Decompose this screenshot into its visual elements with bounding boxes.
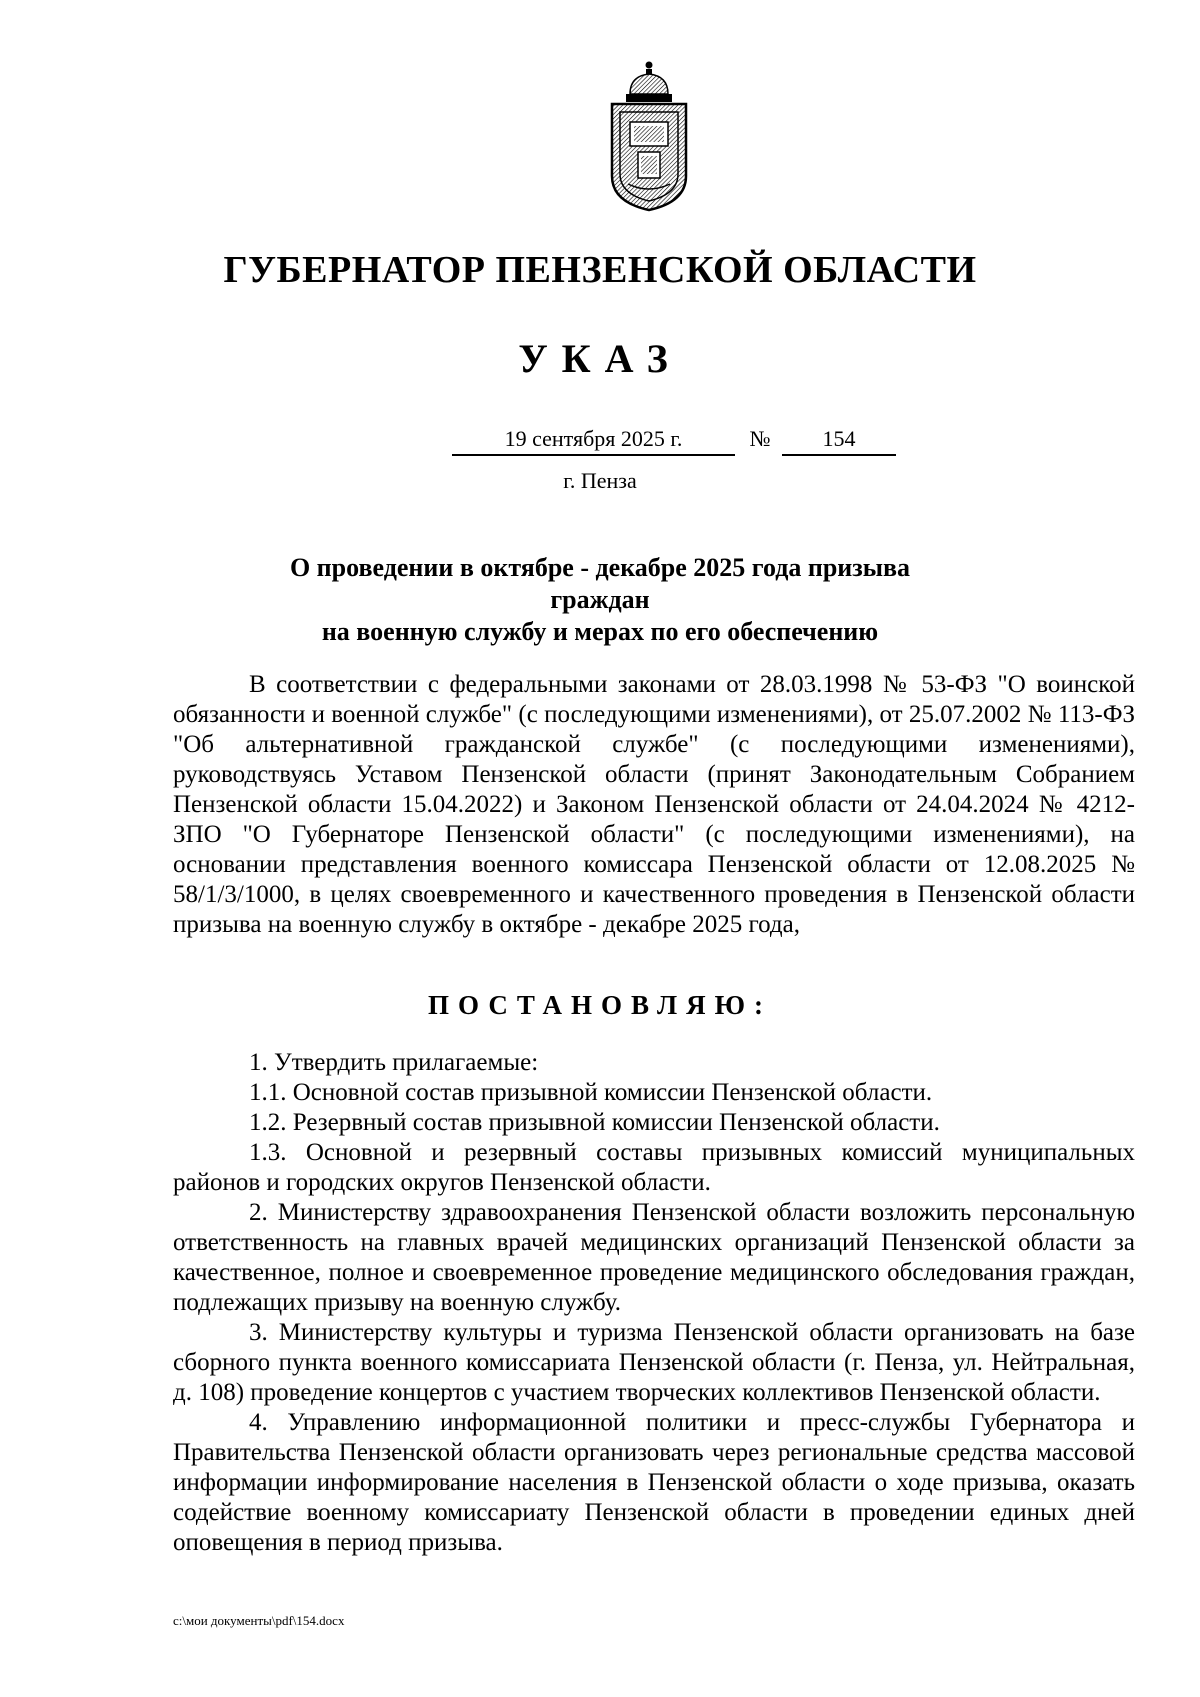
issuing-authority-heading: ГУБЕРНАТОР ПЕНЗЕНСКОЙ ОБЛАСТИ bbox=[223, 249, 977, 291]
resolve-heading: ПОСТАНОВЛЯЮ: bbox=[428, 990, 772, 1020]
document-type-heading: УКАЗ bbox=[518, 336, 682, 381]
resolution-item: 1.2. Резервный состав призывной комиссии Пензенской области. bbox=[249, 1109, 940, 1136]
issue-city: г. Пенза bbox=[563, 468, 637, 493]
document-date: 19 сентября 2025 г. bbox=[452, 424, 735, 456]
resolution-items bbox=[173, 1048, 1135, 1558]
subject-line-1: О проведении в октябре - декабре 2025 года призыва граждан bbox=[289, 553, 911, 614]
number-sign: № bbox=[749, 426, 771, 451]
resolution-item: 1.1. Основной состав призывной комиссии Пензенской области. bbox=[249, 1079, 933, 1106]
resolution-item: 1.3. Основной и резервный составы призывных комиссий муниципальных районов и городских округов Пензенской области. bbox=[173, 1139, 1135, 1196]
document-subject bbox=[240, 552, 960, 648]
resolution-item: 3. Министерству культуры и туризма Пензенской области организовать на базе сборного пункта военного комиссариата Пензенской области (г. Пенза, ул. Нейтральная, д. 108) проведение концертов с участием творческих коллективов Пензенской области. bbox=[173, 1319, 1135, 1406]
resolution-item: 4. Управлению информационной политики и пресс-службы Губернатора и Правительства Пензенской области организовать через региональные средства массовой информации информирование населения в Пензенской области о ходе призыва, оказать содействие военному комиссариату Пензенской области в проведении единых дней оповещения в период призыва. bbox=[173, 1409, 1135, 1556]
preamble-paragraph: В соответствии с федеральными законами от 28.03.1998 № 53-ФЗ "О воинской обязанности и военной службе" (с последующими изменениями), от 25.07.2002 № 113-ФЗ "Об альтернативной гражданской службе" (с последующими изменениями), руководствуясь Уставом Пензенской области (принят Законодательным Собранием Пензенской области 15.04.2022) и Законом Пензенской области от 24.04.2024 № 4212-ЗПО "О Губернаторе Пензенской области" (с последующими изменениями), на основании представления военного комиссара Пензенской области от 12.08.2025 № 58/1/3/1000, в целях своевременного и качественного проведения в Пензенской области призыва на военную службу в октябре - декабре 2025 года, bbox=[173, 671, 1135, 938]
preamble-block bbox=[173, 670, 1135, 940]
subject-line-2: на военную службу и мерах по его обеспечению bbox=[321, 617, 879, 646]
resolution-item: 2. Министерству здравоохранения Пензенской области возложить персональную ответственность на главных врачей медицинских организаций Пензенской области за качественное, полное и своевременное проведение медицинского обследования граждан, подлежащих призыву на военную службу. bbox=[173, 1199, 1135, 1316]
document-number: 154 bbox=[782, 424, 896, 456]
penza-region-coat-of-arms-icon bbox=[608, 60, 690, 212]
resolution-item: 1. Утвердить прилагаемые: bbox=[249, 1049, 539, 1076]
file-path-footer: c:\мои документы\pdf\154.docx bbox=[173, 1613, 345, 1628]
